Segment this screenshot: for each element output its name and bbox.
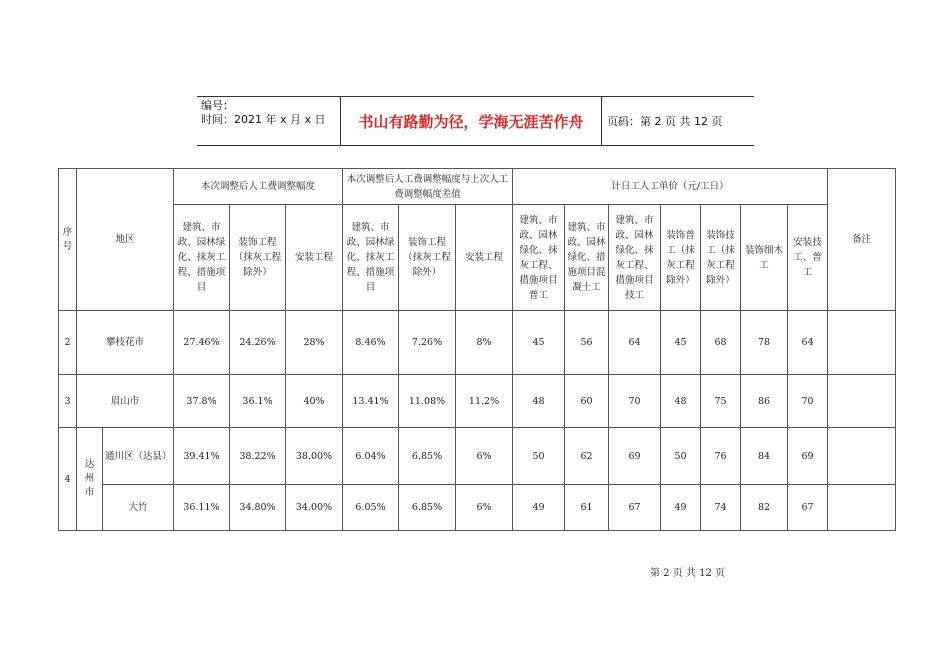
value-cell: 36.11% [174, 485, 230, 531]
value-cell: 61 [565, 485, 609, 531]
sub-header: 装饰普工（抹灰工程除外） [661, 205, 701, 311]
value-cell: 13.41% [343, 375, 399, 428]
note-cell [828, 375, 896, 428]
value-cell: 74 [701, 485, 741, 531]
sub-header: 建筑、市政、园林绿化、措施项目混凝土工 [565, 205, 609, 311]
value-cell: 50 [661, 428, 701, 485]
value-cell: 40% [286, 375, 343, 428]
page-footer: 第 2 页 共 12 页 [650, 568, 725, 579]
subregion-cell: 大竹 [103, 485, 174, 531]
note-cell [828, 485, 896, 531]
value-cell: 56 [565, 311, 609, 375]
value-cell: 28% [286, 311, 343, 375]
header-date: 时间：2021 年 x 月 x 日 [201, 113, 326, 126]
note-cell [828, 311, 896, 375]
value-cell: 34.80% [230, 485, 286, 531]
value-cell: 67 [788, 485, 828, 531]
sub-header: 建筑、市政、园林绿化、抹灰工程、措施项目 [343, 205, 399, 311]
value-cell: 36.1% [230, 375, 286, 428]
value-cell: 49 [513, 485, 565, 531]
seq-cell: 2 [59, 311, 77, 375]
value-cell: 11.08% [399, 375, 456, 428]
value-cell: 60 [565, 375, 609, 428]
sub-header: 装饰细木工 [741, 205, 788, 311]
table-row [59, 428, 896, 485]
value-cell: 6.85% [399, 428, 456, 485]
value-cell: 6% [456, 485, 513, 531]
header-left [201, 99, 326, 127]
sub-header: 建筑、市政、园林绿化、抹灰工程、措施项目 [174, 205, 230, 311]
value-cell: 37.8% [174, 375, 230, 428]
sub-header: 建筑、市政、园林绿化、抹灰工程、措施项目普工 [513, 205, 565, 311]
value-cell: 6.04% [343, 428, 399, 485]
header-number: 编号： [201, 99, 234, 112]
sub-header: 装饰工程（抹灰工程除外） [230, 205, 286, 311]
value-cell: 64 [609, 311, 661, 375]
value-cell: 6.05% [343, 485, 399, 531]
value-cell: 7.26% [399, 311, 456, 375]
table-row [59, 485, 896, 531]
group1-header: 本次调整后人工费调整幅度 [174, 169, 343, 205]
sub-header: 装饰工程（抹灰工程除外） [399, 205, 456, 311]
value-cell: 70 [609, 375, 661, 428]
value-cell: 27.46% [174, 311, 230, 375]
value-cell: 6.85% [399, 485, 456, 531]
value-cell: 78 [741, 311, 788, 375]
value-cell: 76 [701, 428, 741, 485]
value-cell: 8% [456, 311, 513, 375]
value-cell: 24.26% [230, 311, 286, 375]
value-cell: 86 [741, 375, 788, 428]
sub-header: 建筑、市政、园林绿化、抹灰工程、措施项目技工 [609, 205, 661, 311]
value-cell: 11.2% [456, 375, 513, 428]
region-cell: 攀枝花市 [77, 311, 174, 375]
seq-header: 序号 [59, 169, 77, 311]
subregion-cell: 通川区（达县） [103, 428, 174, 485]
value-cell: 6% [456, 428, 513, 485]
value-cell: 70 [788, 375, 828, 428]
group2-header: 本次调整后人工费调整幅度与上次人工费调整幅度差值 [343, 169, 513, 205]
note-cell [828, 428, 896, 485]
value-cell: 34.00% [286, 485, 343, 531]
value-cell: 39.41% [174, 428, 230, 485]
sub-header: 安装工程 [286, 205, 343, 311]
sub-header: 安装工程 [456, 205, 513, 311]
table-row [59, 311, 896, 375]
value-cell: 48 [513, 375, 565, 428]
value-cell: 50 [513, 428, 565, 485]
document-header [197, 96, 754, 146]
value-cell: 64 [788, 311, 828, 375]
table-row [59, 375, 896, 428]
value-cell: 69 [788, 428, 828, 485]
value-cell: 75 [701, 375, 741, 428]
region-header: 地区 [77, 169, 174, 311]
value-cell: 68 [701, 311, 741, 375]
value-cell: 67 [609, 485, 661, 531]
region-cell: 眉山市 [77, 375, 174, 428]
group3-header: 计日工人工单价（元/工日） [513, 169, 828, 205]
header-page-info: 页码：第 2 页 共 12 页 [607, 115, 723, 128]
value-cell: 82 [741, 485, 788, 531]
value-cell: 45 [513, 311, 565, 375]
value-cell: 45 [661, 311, 701, 375]
value-cell: 8.46% [343, 311, 399, 375]
seq-cell: 4 [59, 428, 77, 531]
labor-cost-table [58, 168, 896, 531]
value-cell: 84 [741, 428, 788, 485]
value-cell: 62 [565, 428, 609, 485]
header-motto: 书山有路勤为径，学海无涯苦作舟 [340, 97, 602, 145]
sub-header: 装饰技工（抹灰工程除外） [701, 205, 741, 311]
sub-header: 安装技工、普工 [788, 205, 828, 311]
value-cell: 38.00% [286, 428, 343, 485]
value-cell: 48 [661, 375, 701, 428]
header-row-2 [59, 205, 896, 311]
value-cell: 69 [609, 428, 661, 485]
seq-cell: 3 [59, 375, 77, 428]
value-cell: 38.22% [230, 428, 286, 485]
city-cell: 达州市 [77, 428, 103, 531]
note-header: 备注 [828, 169, 896, 311]
value-cell: 49 [661, 485, 701, 531]
header-row-1 [59, 169, 896, 205]
